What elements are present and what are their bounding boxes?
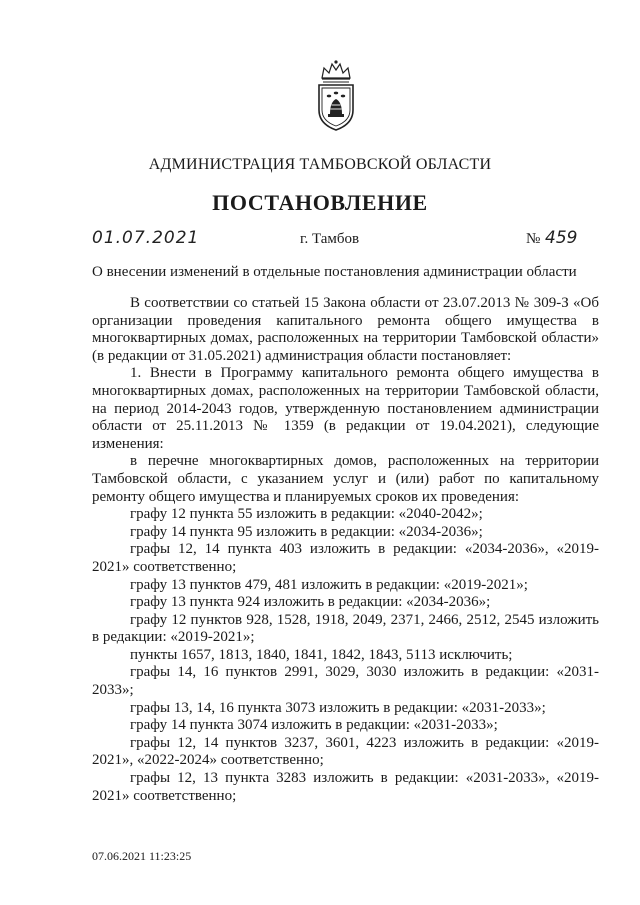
paragraph: В соответствии со статьей 15 Закона области от 23.07.2013 № 309-З «Об организации проведения капитального ремонта общего имущества в многоквартирных домах, расположенных на территории Тамбовской области» (в редакции от 31.05.2021) администрация области постановляет: [92, 295, 599, 364]
city: г. Тамбов [300, 231, 360, 247]
paragraph: графу 12 пункта 55 изложить в редакции: «2040-2042»; [130, 506, 483, 523]
handwritten-date: 01.07.2021 [92, 228, 200, 248]
tambov-coat-of-arms-icon [316, 58, 356, 132]
document-subject: О внесении изменений в отдельные постановления администрации области [92, 264, 577, 280]
paragraph: в перечне многоквартирных домов, расположенных на территории Тамбовской области, с указанием услуг и (или) работ по капитальному ремонту общего имущества и планируемых сроков их проведения: [92, 453, 599, 505]
document-type-title: ПОСТАНОВЛЕНИЕ [212, 190, 428, 215]
paragraph: графы 12, 14 пунктов 3237, 3601, 4223 изложить в редакции: «2019-2021», «2022-2024» соответственно; [92, 734, 599, 769]
number-label: № [526, 231, 541, 247]
paragraph: графу 13 пункта 924 изложить в редакции: «2034-2036»; [130, 594, 491, 611]
document-body [92, 295, 599, 805]
paragraph: графу 12 пунктов 928, 1528, 1918, 2049, 2371, 2466, 2512, 2545 изложить в редакции: «2019-2021»; [92, 611, 599, 646]
paragraph: графы 12, 14 пункта 403 изложить в редакции: «2034-2036», «2019-2021» соответственно; [92, 541, 599, 575]
paragraph: пункты 1657, 1813, 1840, 1841, 1842, 1843, 5113 исключить; [130, 646, 513, 663]
paragraph: графы 13, 14, 16 пункта 3073 изложить в редакции: «2031-2033»; [130, 699, 546, 716]
paragraph: 1. Внести в Программу капитального ремонта общего имущества в многоквартирных домах, расположенных на территории Тамбовской области, на период 2014-2043 годов, утвержденную постановлением администрации области от 25.11.2013 № 1359 (в редакции от 19.04.2021), следующие изменения: [92, 365, 599, 452]
paragraph: графу 14 пункта 95 изложить в редакции: «2034-2036»; [130, 523, 483, 540]
handwritten-number: 459 [545, 228, 578, 248]
paragraph: графу 13 пунктов 479, 481 изложить в редакции: «2019-2021»; [130, 576, 528, 593]
paragraph: графу 14 пункта 3074 изложить в редакции: «2031-2033»; [130, 717, 498, 734]
organization-name: АДМИНИСТРАЦИЯ ТАМБОВСКОЙ ОБЛАСТИ [148, 156, 492, 173]
print-timestamp: 07.06.2021 11:23:25 [92, 849, 192, 863]
paragraph: графы 14, 16 пунктов 2991, 3029, 3030 изложить в редакции: «2031-2033»; [92, 664, 599, 699]
paragraph: графы 12, 13 пункта 3283 изложить в редакции: «2031-2033», «2019-2021» соответственно; [92, 770, 599, 804]
